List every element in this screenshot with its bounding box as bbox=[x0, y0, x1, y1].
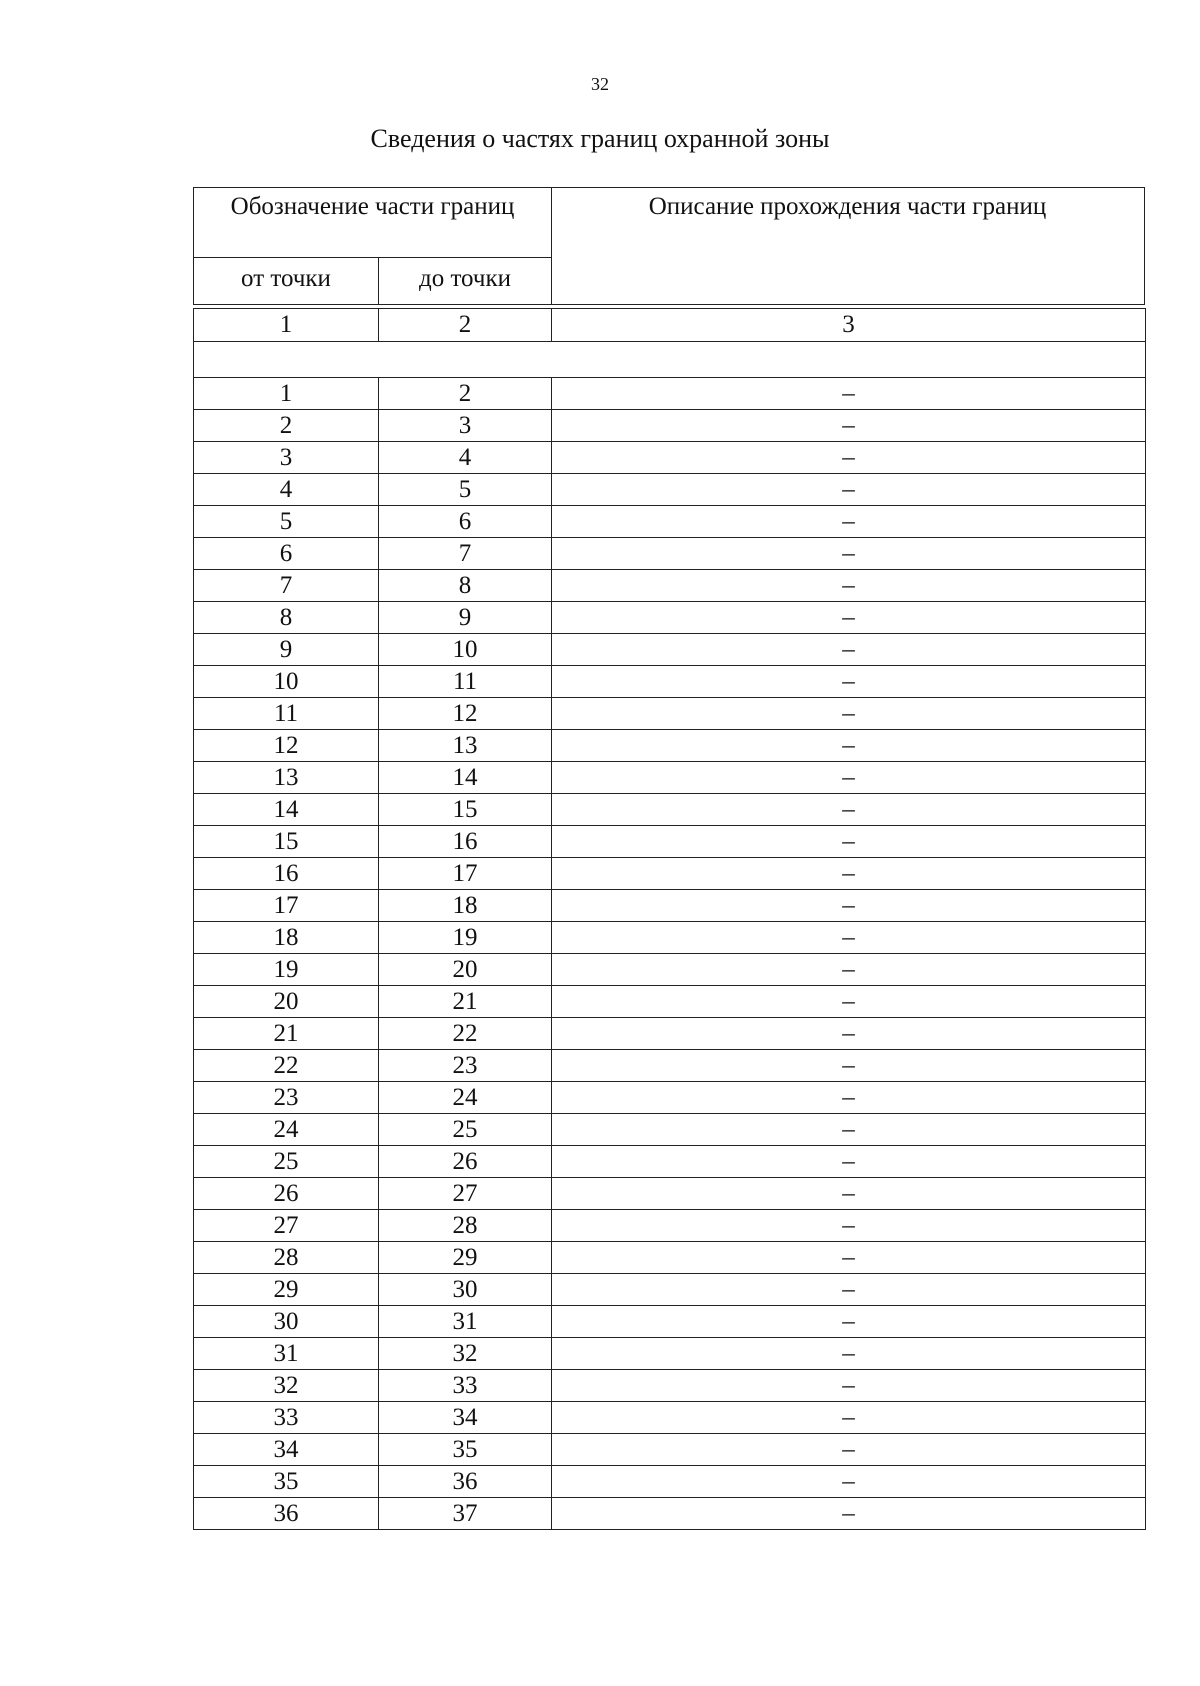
from-point-cell: 18 bbox=[194, 922, 379, 954]
column-number-cell: 3 bbox=[552, 309, 1146, 342]
from-point-cell: 30 bbox=[194, 1306, 379, 1338]
empty-merged-cell bbox=[194, 342, 1146, 378]
table-row bbox=[194, 698, 1146, 730]
table-row bbox=[194, 1338, 1146, 1370]
table-row bbox=[194, 602, 1146, 634]
description-cell: – bbox=[552, 1178, 1146, 1210]
to-point-cell: 6 bbox=[379, 506, 552, 538]
description-cell: – bbox=[552, 474, 1146, 506]
table-row bbox=[194, 474, 1146, 506]
table-row bbox=[194, 666, 1146, 698]
boundary-table-header bbox=[193, 187, 1145, 305]
table-row bbox=[194, 538, 1146, 570]
to-point-cell: 35 bbox=[379, 1434, 552, 1466]
from-point-cell: 34 bbox=[194, 1434, 379, 1466]
description-cell: – bbox=[552, 890, 1146, 922]
from-point-cell: 20 bbox=[194, 986, 379, 1018]
from-point-cell: 27 bbox=[194, 1210, 379, 1242]
to-point-cell: 25 bbox=[379, 1114, 552, 1146]
description-cell: – bbox=[552, 1434, 1146, 1466]
to-point-cell: 23 bbox=[379, 1050, 552, 1082]
description-cell: – bbox=[552, 506, 1146, 538]
table-row bbox=[194, 1306, 1146, 1338]
to-point-cell: 18 bbox=[379, 890, 552, 922]
description-cell: – bbox=[552, 378, 1146, 410]
to-point-cell: 36 bbox=[379, 1466, 552, 1498]
from-point-cell: 15 bbox=[194, 826, 379, 858]
to-point-cell: 2 bbox=[379, 378, 552, 410]
to-point-cell: 31 bbox=[379, 1306, 552, 1338]
from-point-cell: 24 bbox=[194, 1114, 379, 1146]
description-cell: – bbox=[552, 762, 1146, 794]
table-row bbox=[194, 1178, 1146, 1210]
description-cell: – bbox=[552, 570, 1146, 602]
description-cell: – bbox=[552, 410, 1146, 442]
from-point-cell: 10 bbox=[194, 666, 379, 698]
table-row bbox=[194, 1242, 1146, 1274]
to-point-cell: 37 bbox=[379, 1498, 552, 1530]
description-cell: – bbox=[552, 1274, 1146, 1306]
table-row bbox=[194, 634, 1146, 666]
to-point-cell: 27 bbox=[379, 1178, 552, 1210]
description-cell: – bbox=[552, 1370, 1146, 1402]
from-point-cell: 16 bbox=[194, 858, 379, 890]
to-point-cell: 26 bbox=[379, 1146, 552, 1178]
table-row bbox=[194, 762, 1146, 794]
description-cell: – bbox=[552, 1082, 1146, 1114]
table-row bbox=[194, 1050, 1146, 1082]
header-to-point: до точки bbox=[379, 258, 552, 304]
from-point-cell: 36 bbox=[194, 1498, 379, 1530]
description-cell: – bbox=[552, 1466, 1146, 1498]
description-cell: – bbox=[552, 1402, 1146, 1434]
table-row bbox=[194, 1370, 1146, 1402]
description-cell: – bbox=[552, 1146, 1146, 1178]
description-cell: – bbox=[552, 1242, 1146, 1274]
to-point-cell: 32 bbox=[379, 1338, 552, 1370]
table-row bbox=[194, 954, 1146, 986]
from-point-cell: 26 bbox=[194, 1178, 379, 1210]
to-point-cell: 16 bbox=[379, 826, 552, 858]
table-row bbox=[194, 986, 1146, 1018]
description-cell: – bbox=[552, 1210, 1146, 1242]
table-row bbox=[194, 1274, 1146, 1306]
table-row bbox=[194, 730, 1146, 762]
table-row bbox=[194, 858, 1146, 890]
from-point-cell: 6 bbox=[194, 538, 379, 570]
description-cell: – bbox=[552, 922, 1146, 954]
header-from-point: от точки bbox=[194, 258, 379, 304]
description-cell: – bbox=[552, 1018, 1146, 1050]
table-row bbox=[194, 410, 1146, 442]
from-point-cell: 33 bbox=[194, 1402, 379, 1434]
to-point-cell: 33 bbox=[379, 1370, 552, 1402]
description-cell: – bbox=[552, 826, 1146, 858]
from-point-cell: 17 bbox=[194, 890, 379, 922]
description-cell: – bbox=[552, 1338, 1146, 1370]
description-cell: – bbox=[552, 1306, 1146, 1338]
from-point-cell: 23 bbox=[194, 1082, 379, 1114]
to-point-cell: 15 bbox=[379, 794, 552, 826]
table-row bbox=[194, 890, 1146, 922]
table-row bbox=[194, 1146, 1146, 1178]
column-number-cell: 1 bbox=[194, 309, 379, 342]
description-cell: – bbox=[552, 954, 1146, 986]
document-title: Сведения о частях границ охранной зоны bbox=[370, 124, 830, 153]
from-point-cell: 32 bbox=[194, 1370, 379, 1402]
table-row bbox=[194, 1498, 1146, 1530]
description-cell: – bbox=[552, 858, 1146, 890]
to-point-cell: 13 bbox=[379, 730, 552, 762]
from-point-cell: 19 bbox=[194, 954, 379, 986]
column-number-row bbox=[194, 309, 1146, 342]
description-cell: – bbox=[552, 730, 1146, 762]
to-point-cell: 14 bbox=[379, 762, 552, 794]
table-row bbox=[194, 506, 1146, 538]
description-cell: – bbox=[552, 986, 1146, 1018]
to-point-cell: 12 bbox=[379, 698, 552, 730]
description-cell: – bbox=[552, 538, 1146, 570]
from-point-cell: 11 bbox=[194, 698, 379, 730]
to-point-cell: 4 bbox=[379, 442, 552, 474]
description-cell: – bbox=[552, 698, 1146, 730]
to-point-cell: 17 bbox=[379, 858, 552, 890]
to-point-cell: 11 bbox=[379, 666, 552, 698]
table-row bbox=[194, 1402, 1146, 1434]
to-point-cell: 8 bbox=[379, 570, 552, 602]
from-point-cell: 4 bbox=[194, 474, 379, 506]
table-row bbox=[194, 1082, 1146, 1114]
from-point-cell: 5 bbox=[194, 506, 379, 538]
to-point-cell: 5 bbox=[379, 474, 552, 506]
boundary-parts-table bbox=[193, 308, 1146, 1530]
table-row bbox=[194, 1466, 1146, 1498]
to-point-cell: 34 bbox=[379, 1402, 552, 1434]
table-row bbox=[194, 1114, 1146, 1146]
description-cell: – bbox=[552, 794, 1146, 826]
to-point-cell: 30 bbox=[379, 1274, 552, 1306]
description-cell: – bbox=[552, 1050, 1146, 1082]
from-point-cell: 2 bbox=[194, 410, 379, 442]
table-row bbox=[194, 570, 1146, 602]
from-point-cell: 29 bbox=[194, 1274, 379, 1306]
from-point-cell: 1 bbox=[194, 378, 379, 410]
to-point-cell: 7 bbox=[379, 538, 552, 570]
to-point-cell: 9 bbox=[379, 602, 552, 634]
table-row bbox=[194, 794, 1146, 826]
from-point-cell: 28 bbox=[194, 1242, 379, 1274]
table-row bbox=[194, 1210, 1146, 1242]
table-row bbox=[194, 1018, 1146, 1050]
description-cell: – bbox=[552, 1498, 1146, 1530]
from-point-cell: 8 bbox=[194, 602, 379, 634]
from-point-cell: 31 bbox=[194, 1338, 379, 1370]
description-cell: – bbox=[552, 634, 1146, 666]
table-row bbox=[194, 442, 1146, 474]
to-point-cell: 22 bbox=[379, 1018, 552, 1050]
to-point-cell: 10 bbox=[379, 634, 552, 666]
to-point-cell: 20 bbox=[379, 954, 552, 986]
table-row bbox=[194, 378, 1146, 410]
column-number-cell: 2 bbox=[379, 309, 552, 342]
section-separator-row bbox=[194, 342, 1146, 378]
from-point-cell: 3 bbox=[194, 442, 379, 474]
from-point-cell: 22 bbox=[194, 1050, 379, 1082]
description-cell: – bbox=[552, 666, 1146, 698]
from-point-cell: 12 bbox=[194, 730, 379, 762]
to-point-cell: 21 bbox=[379, 986, 552, 1018]
table-row bbox=[194, 1434, 1146, 1466]
from-point-cell: 35 bbox=[194, 1466, 379, 1498]
from-point-cell: 13 bbox=[194, 762, 379, 794]
to-point-cell: 19 bbox=[379, 922, 552, 954]
page-number: 32 bbox=[591, 74, 609, 94]
from-point-cell: 9 bbox=[194, 634, 379, 666]
from-point-cell: 14 bbox=[194, 794, 379, 826]
header-boundary-description: Описание прохождения части границ bbox=[648, 193, 1047, 220]
table-row bbox=[194, 922, 1146, 954]
to-point-cell: 24 bbox=[379, 1082, 552, 1114]
to-point-cell: 3 bbox=[379, 410, 552, 442]
description-cell: – bbox=[552, 602, 1146, 634]
table-row bbox=[194, 826, 1146, 858]
header-boundary-designation: Обозначение части границ bbox=[194, 188, 552, 258]
description-cell: – bbox=[552, 1114, 1146, 1146]
to-point-cell: 29 bbox=[379, 1242, 552, 1274]
from-point-cell: 7 bbox=[194, 570, 379, 602]
to-point-cell: 28 bbox=[379, 1210, 552, 1242]
from-point-cell: 21 bbox=[194, 1018, 379, 1050]
from-point-cell: 25 bbox=[194, 1146, 379, 1178]
description-cell: – bbox=[552, 442, 1146, 474]
